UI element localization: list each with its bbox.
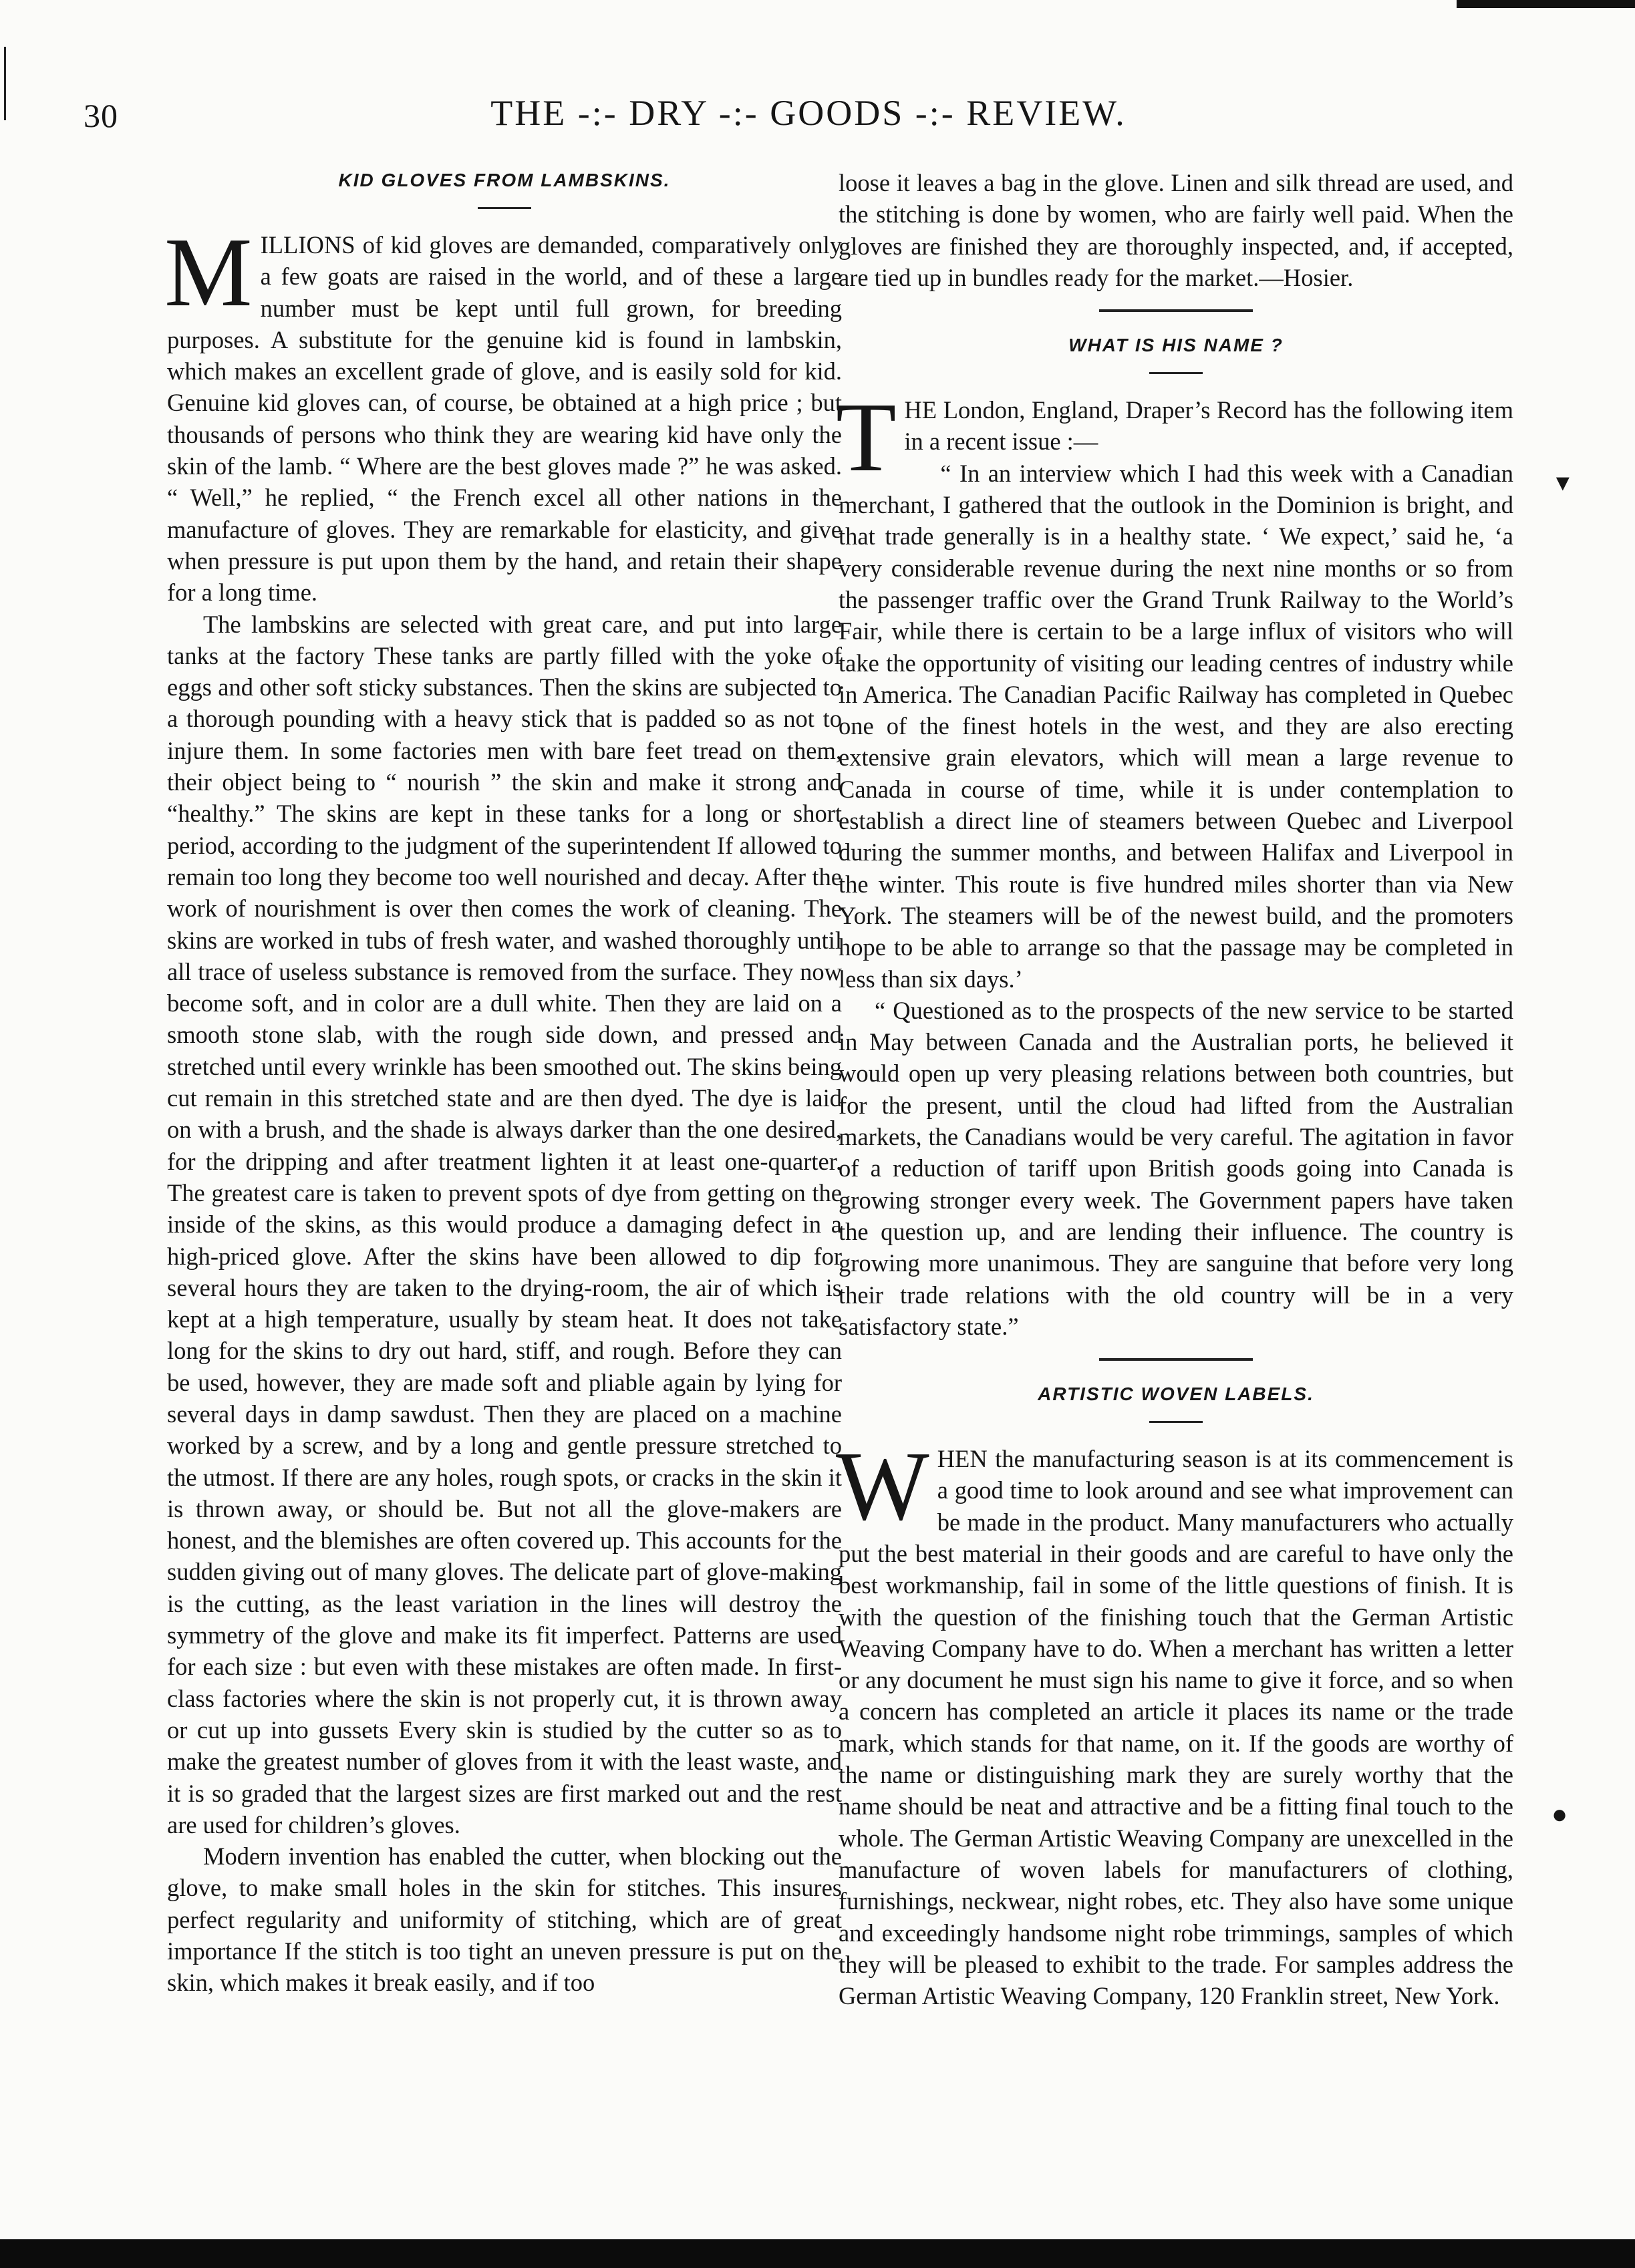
drop-cap: W [836, 1432, 929, 1542]
left-edge-mark [4, 47, 6, 120]
article-paragraph: WHEN the manufacturing season is at its commencement is a good time to look around and see what improvement can be made in the product. Many manufacturers who actually put the best material in their goods and are careful to have only the best workmanship, fail in some of the little questions of finish. It is with the question of the finishing touch that the German Artistic Weaving Company have to do. When a merchant has written a letter or any document he must sign his name to give it force, and so when a concern has completed an article it places its name or the trade mark, which stands for that name, on it. If the goods are worthy of the name or distinguishing mark they are surely worthy that the name should be neat and attractive and be a fitting final touch to the whole. The German Artistic Weaving Company are unexcelled in the manufacture of woven labels for manufacturers of clothing, furnishings, neckwear, night robes, etc. They also have some unique and exceedingly handsome night robe trimmings, samples of which they will be pleased to exhibit to the trade. For samples address the German Artistic Weaving Company, 120 Franklin street, New York. [836, 1432, 1513, 2010]
left-column [164, 167, 842, 1999]
article-paragraph: THE London, England, Draper’s Record has the following item in a recent issue :— [836, 383, 1513, 493]
drop-cap: M [164, 218, 253, 327]
article-title-woven-labels: ARTISTIC WOVEN LABELS. [1038, 1384, 1314, 1405]
right-column [836, 167, 1513, 2011]
margin-mark-icon: ▼ [1551, 471, 1574, 496]
article-paragraph: “ In an interview which I had this week with a Canadian merchant, I gathered that the outlook in the Dominion is bright, and that trade generally is in a healthy state. ‘ We expect,’ said he, ‘a very considerable revenue during the next nine months or so from the passenger traffic over the Grand Trunk Railway to the World’s Fair, while there is certain to be a large influx of visitors who will take the opportunity of visiting our leading centres of industry while in America. The Canadian Pacific Railway has completed in Quebec one of the finest hotels in the west, and they are also erecting extensive grain elevators, which will mean a large revenue to Canada in course of time, while it is under contemplation to establish a direct line of steamers between Quebec and Liverpool during the summer months, and between Halifax and Liverpool in the winter. This route is five hundred miles shorter than via New York. The steamers will be of the newest build, and the promoters hope to be able to arrange so that the passage may be completed in less than six days.’ [839, 459, 1513, 993]
page-header [84, 92, 1533, 152]
article-continuation: loose it leaves a bag in the glove. Linen and silk thread are used, and the stitching is done by women, who are fairly well paid. When the gloves are finished they are thoroughly inspected, and, if accepted, are tied up in bundles ready for the market.—Hosier. [839, 169, 1513, 291]
article-title-his-name: WHAT IS HIS NAME ? [1068, 335, 1284, 356]
title-rule [1149, 372, 1203, 374]
article-paragraph: The lambskins are selected with great care, and put into large tanks at the factory These tanks are partly filled with the yoke of eggs and other soft sticky substances. Then the skins are subjected to a thorough pounding with a heavy stick that is padded so as not to injure them. In some factories men with bare feet tread on them, their object being to “ nourish ” the skin and make it strong and “healthy.” The skins are kept in these tanks for a long or short period, according to the judgment of the superintendent If allowed to remain too long they become too well nourished and decay. After the work of nourishment is over then comes the work of cleaning. The skins are worked in tubs of fresh water, and washed thoroughly until all trace of useless substance is removed from the surface. They now become soft, and in color are a dull white. Then they are laid on a smooth stone slab, with the rough side down, and pressed and stretched until every wrinkle has been smoothed out. The skins being cut remain in this stretched state and are then dyed. The dye is laid on with a brush, and the shade is always darker than the one desired, for the dripping and after treatment lighten it at least one-quarter. The greatest care is taken to prevent spots of dye from getting on the inside of the skins, as this would produce a damaging defect in a high-priced glove. After the skins have been allowed to dip for several hours they are taken to the drying-room, the air of which is kept at a high temperature, usually by steam heat. It does not take long for the skins to dry out hard, stiff, and rough. Before they can be used, however, they are made soft and pliable again by lying for several days in damp sawdust. Then they are placed on a machine worked by a screw, and by a long and gentle pressure stretched to the utmost. If there are any holes, rough spots, or cracks in the skin it is thrown away, or should be. But not all the glove-makers are honest, and the blemishes are often covered up. This accounts for the sudden giving out of many gloves. The delicate part of glove-making is the cutting, as the least variation in the lines will destroy the symmetry of the glove and make its fit imperfect. Patterns are used for each size : but even with these mistakes are often made. In first-class factories where the skin is not properly cut, it is thrown away or cut up into gussets Every skin is studied by the cutter so as to make the greatest number of gloves from it with the least waste, and it is so graded that the largest sizes are first marked out and the rest are used for children’s gloves. [167, 610, 842, 1838]
drop-cap: T [836, 383, 897, 493]
margin-mark-icon: ● [1551, 1799, 1568, 1829]
running-title: THE -:- DRY -:- GOODS -:- REVIEW. [490, 93, 1127, 133]
section-rule [1099, 1358, 1253, 1361]
title-rule [478, 207, 531, 209]
page-number: 30 [84, 97, 118, 134]
article-paragraph: MILLIONS of kid gloves are demanded, comparatively only a few goats are raised in the world, and of these a large number must be kept until full grown, for breeding purposes. A substitute for the genuine kid is found in lambskin, which makes an excellent grade of glove, and is easily sold for kid. Genuine kid gloves can, of course, be obtained at a high price ; but thousands of persons who think they are wearing kid have only the skin of the lamb. “ Where are the best gloves made ?” he was asked. “ Well,” he replied, “ the French excel all other nations in the manufacture of gloves. They are remarkable for elasticity, and give when pressure is put upon them by the hand, and retain their shape for a long time. [164, 218, 842, 607]
title-rule [1149, 1421, 1203, 1423]
top-edge-rule [1457, 0, 1635, 8]
article-title-kid-gloves: KID GLOVES FROM LAMBSKINS. [338, 170, 671, 190]
article-paragraph: “ Questioned as to the prospects of the new service to be started in May between Canada and the Australian ports, he believed it would open up very pleasing relations between both countries, but for the present, until the cloud had lifted from the Australian markets, the Canadians would be very careful. The agitation in favor of a reduction of tariff upon British goods going into Canada is growing stronger every week. The Government papers have taken the question up, and are lending their influence. The country is growing more unanimous. They are sanguine that before very long their trade relations with the old country will be in a very satisfactory state.” [839, 996, 1513, 1340]
article-paragraph: Modern invention has enabled the cutter, when blocking out the glove, to make small holes in the skin for stitches. This insures perfect regularity and uniformity of stitching, which are of great importance If the stitch is too tight an uneven pressure is put on the skin, which makes it break easily, and if too [167, 1842, 842, 1997]
bottom-edge-bar [0, 2239, 1635, 2268]
section-rule [1099, 309, 1253, 312]
